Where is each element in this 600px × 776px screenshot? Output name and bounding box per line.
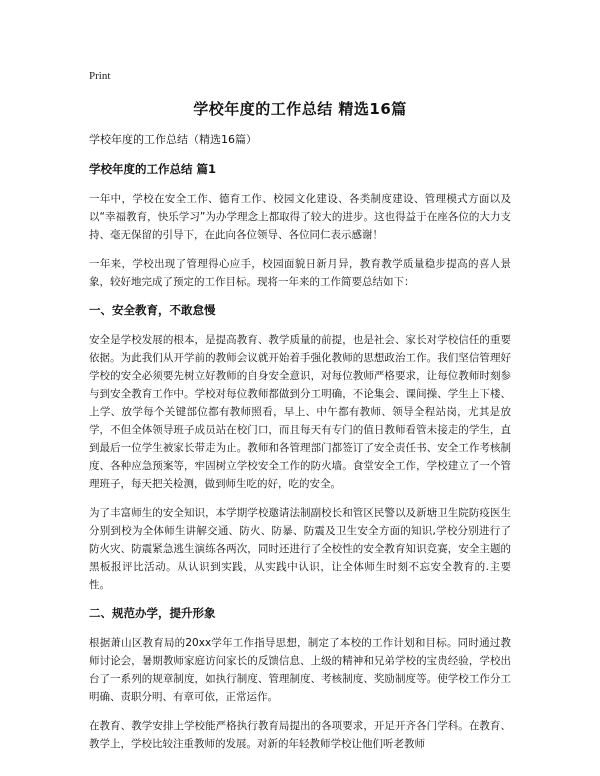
paragraph-summary: 一年来，学校出现了管理得心应手，校园面貌日新月异，教育教学质量稳步提高的喜人景象，较好地完成了预定的工作目标。现将一年来的工作简要总结如下： (89, 258, 511, 288)
print-label[interactable]: Print (89, 70, 111, 82)
document-subtitle: 学校年度的工作总结（精选16篇） (89, 133, 257, 146)
paragraph-teaching-arrangement: 在教育、教学安排上学校能严格执行教育局提出的各项要求，开足开齐各门学科。在教育、教学上，学校比较注重教师的发展。对新的年轻教师学校让他们听老教师 (89, 720, 511, 750)
paragraph-safety-management: 安全是学校发展的根本，是提高教育、教学质量的前提，也是社会、家长对学校信任的重要依据。为此我们从开学前的教师会议就开始着手强化教师的思想政治工作。我们坚信管理好学校的安全必须要先树立好教师的自身安全意识，对每位教师严格要求，让每位教师时刻参与到安全教育工作中。学校对每位教师都做到分工明确，不论集会、课间操、学生上下楼、上学、放学每个关键部位都有教师照看，早上、中午都有教师、领导全程站岗，尤其是放学，不但全体领导班子成员站在校门口，而且每天有专门的值日教师看管未接走的学生，直到最后一位学生被家长带走为止。教师和各管理部门都签订了安全责任书、安全工作考核制度、各种应急预案等，牢固树立学校安全工作的防火墙。食堂安全工作，学校建立了一个管理班子，每天把关检测，做到师生吃的好，吃的安全。 (89, 334, 511, 490)
paragraph-work-plan: 根据萧山区教育局的20xx学年工作指导思想，制定了本校的工作计划和目标。同时通过教师讨论会，暑期教师家庭访问家长的反馈信息、上级的精神和兄弟学校的宝贵经验，学校出台了一系列的规章制度，如执行制度、管理制度、考核制度、奖励制度等。使学校工作分工明确、责职分明、有章可依，正常运作。 (89, 637, 511, 703)
section-title-1: 学校年度的工作总结 篇1 (89, 162, 217, 176)
paragraph-safety-knowledge: 为了丰富师生的安全知识，本学期学校邀请法制副校长和管区民警以及新塘卫生院防疫医生分别到校为全体师生讲解交通、防火、防暴、防震及卫生安全方面的知识,学校分别进行了防火灾、防震紧急逃生演练各两次，同时还进行了全校性的安全教育知识竞赛，安全主题的黑板报评比活动。从认识到实践，从实践中认识，让全体师生时刻不忘安全教育的.主要性。 (89, 507, 511, 591)
heading-safety-education: 一、安全教育，不敢怠慢 (89, 303, 216, 317)
document-body (89, 132, 511, 753)
paragraph-intro: 一年中，学校在安全工作、德育工作、校园文化建设、各类制度建设、管理模式方面以及以“幸福教育，快乐学习”为办学理念上都取得了较大的进步。这也得益于在座各位的大力支持、毫无保留的引导下，在此向各位领导、各位同仁表示感谢！ (89, 193, 511, 241)
document-title: 学校年度的工作总结 精选16篇 (193, 100, 407, 118)
heading-standard-schooling: 二、规范办学，提升形象 (89, 606, 216, 620)
